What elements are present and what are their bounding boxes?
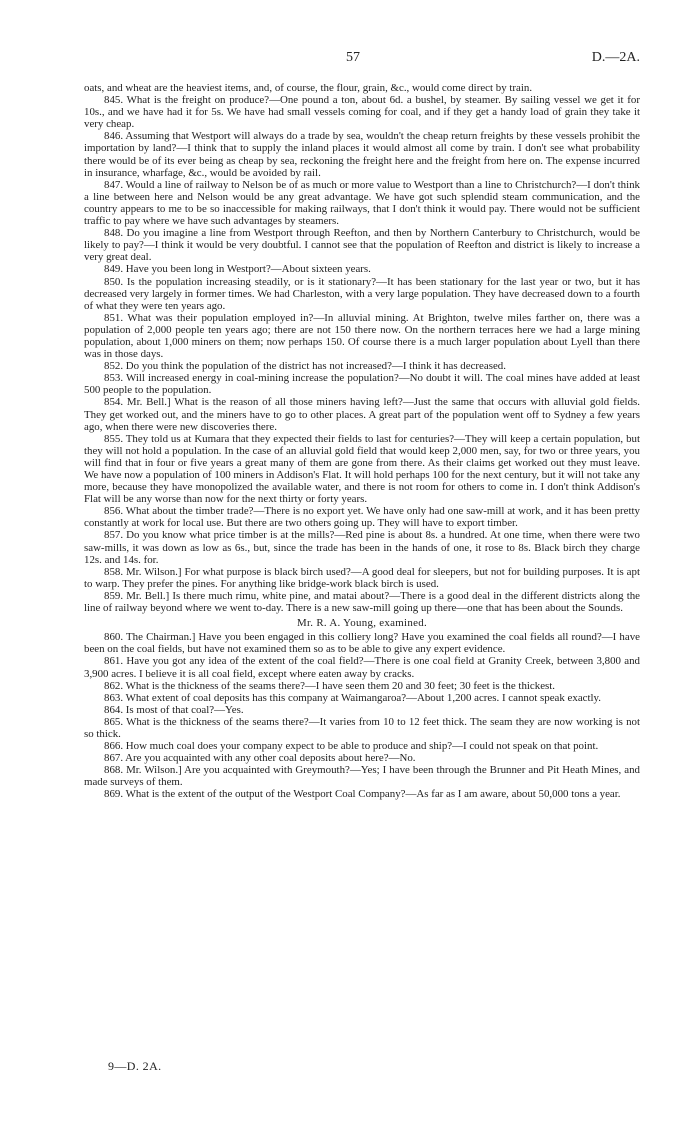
paragraph-867: 867. Are you acquainted with any other coal deposits about here?—No. (104, 752, 416, 765)
paragraph-862: 862. What is the thickness of the seams there?—I have seen them 20 and 30 feet; 30 feet is the thickest. (104, 679, 556, 692)
paragraph-863: 863. What extent of coal deposits has this company at Waimangaroa?—About 1,200 acres. I cannot speak exactly. (104, 691, 602, 704)
paragraph-846: 846. Assuming that Westport will always do a trade by sea, wouldn't the cheap return freights by these vessels prohibit the importation by land?—I think that to supply the inland places it would almost all come by train. I don't see what probability there would be of its ever being as cheap by sea, reckoning the freight here and the freight from here on. The expense incurred in insurance, wharfage, &c., would be avoided by rail. (84, 130, 640, 179)
paragraph-849: 849. Have you been long in Westport?—About sixteen years. (104, 263, 371, 276)
witness-heading: Mr. R. A. Young, examined. (296, 617, 428, 630)
paragraph-856: 856. What about the timber trade?—There is no export yet. We have only had one saw-mill at work, and it has been pretty constantly at work for local use. But there are two others going up. They will have to export timber. (84, 505, 640, 530)
paragraph-858: 858. Mr. Wilson.] For what purpose is black birch used?—A good deal for sleepers, but not for building purposes. It is apt to warp. They prefer the pines. For anything like bridge-work black birch is used. (84, 565, 640, 590)
paragraph-852: 852. Do you think the population of the district has not increased?—I think it has decreased. (104, 360, 506, 373)
paragraph-868: 868. Mr. Wilson.] Are you acquainted with Greymouth?—Yes; I have been through the Brunner and Pit Heath Mines, and made surveys of them. (84, 764, 640, 789)
paragraph-851: 851. What was their population employed in?—In alluvial mining. At Brighton, twelve miles farther on, there was a population of 2,000 people ten years ago; there are not 150 there now. On the northern terraces here we had a large mining population, about 1,000 miners on them; now perhaps 150. Of course there is a much larger population about Lyell than there was in those days. (84, 311, 640, 361)
paragraph-854: 854. Mr. Bell.] What is the reason of all those miners having left?—Just the same that occurs with alluvial gold fields. They get worked out, and the miners have to go to other places. A great part of the population went off to Sydney a few years ago, when there were new discoveries there. (84, 396, 640, 433)
page-number: 57 (346, 50, 360, 65)
paragraph-848: 848. Do you imagine a line from Westport through Reefton, and then by Northern Canterbury to Christchurch, would be likely to pay?—I think it would be very doubtful. I cannot see that the population of Reefton and district is likely to increase a very great deal. (84, 227, 640, 264)
paragraph-866: 866. How much coal does your company expect to be able to produce and ship?—I could not speak on that point. (104, 740, 599, 753)
paragraph-865: 865. What is the thickness of the seams there?—It varies from 10 to 12 feet thick. The seam they are now working is not so thick. (84, 715, 640, 740)
paragraph-864: 864. Is most of that coal?—Yes. (104, 703, 244, 716)
document-body (84, 82, 640, 801)
paragraph-847: 847. Would a line of railway to Nelson be of as much or more value to Westport than a line to Christchurch?—I don't think a line between here and Nelson would be any great advantage. We have got such splendid steam communication, and the country appears to me to be so inaccessible for making railways, that I don't think it would pay. There would not be sufficient traffic to pay where we have such advantages by steamers. (84, 178, 640, 228)
paragraph-860: 860. The Chairman.] Have you been engaged in this colliery long? Have you examined the coal fields all round?—I have been on the coal fields, but have not examined them so as to be able to give any expert evidence. (84, 631, 640, 656)
continuation-paragraph: oats, and wheat are the heaviest items, and, of course, the flour, grain, &c., would come direct by train. (84, 82, 533, 94)
paragraph-869: 869. What is the extent of the output of the Westport Coal Company?—As far as I am aware, about 50,000 tons a year. (104, 788, 621, 801)
paragraph-861: 861. Have you got any idea of the extent of the coal field?—There is one coal field at Granity Creek, between 3,800 and 3,900 acres. I believe it is all coal field, except where eaten away by cracks. (84, 655, 640, 680)
paragraph-855: 855. They told us at Kumara that they expected their fields to last for centuries?—They will keep a certain population, but they will not hold a population. In the case of an alluvial gold field that would keep 2,000 men, say, for two or three years, you will find that in four or five years a great many of them are gone from there. As their claims get worked out they must leave. We have now a population of 100 miners in Addison's Flat. It will hold perhaps 100 for the next century, but it will not take any more, because they have monopolized the available water, and there is not room for others to come in. I don't think Addison's Flat will be any worse than now for the next thirty or forty years. (84, 432, 641, 506)
page-footer-signature: 9—D. 2A. (108, 1059, 162, 1073)
paragraph-859: 859. Mr. Bell.] Is there much rimu, white pine, and matai about?—There is a good deal in the different districts along the line of railway beyond where we went to-day. There is a new saw-mill going up there—one that has been about the Sounds. (84, 589, 640, 615)
paragraph-850: 850. Is the population increasing steadily, or is it stationary?—It has been stationary for the last year or two, but it has decreased very largely in former times. We had Charleston, with a very large population. They have decreased down to a fourth of what they were ten years ago. (84, 275, 640, 312)
paragraph-845: 845. What is the freight on produce?—One pound a ton, about 6d. a bushel, by steamer. By sailing vessel we get it for 10s., and we have had it for 5s. We have had small vessels coming for coal, and if they get a handy load of grain they take it very cheap. (84, 94, 640, 131)
paragraph-853: 853. Will increased energy in coal-mining increase the population?—No doubt it will. The coal mines have added at least 500 people to the population. (84, 372, 640, 397)
page-header (84, 52, 640, 68)
paper-reference: D.—2A. (591, 50, 640, 65)
paragraph-857: 857. Do you know what price timber is at the mills?—Red pine is about 8s. a hundred. At one time, when there were two saw-mills, it was down as low as 6s., but, since the trade has been in the hands of one, it rose to 8s. Black birch they charge 12s. and 14s. for. (84, 529, 640, 566)
